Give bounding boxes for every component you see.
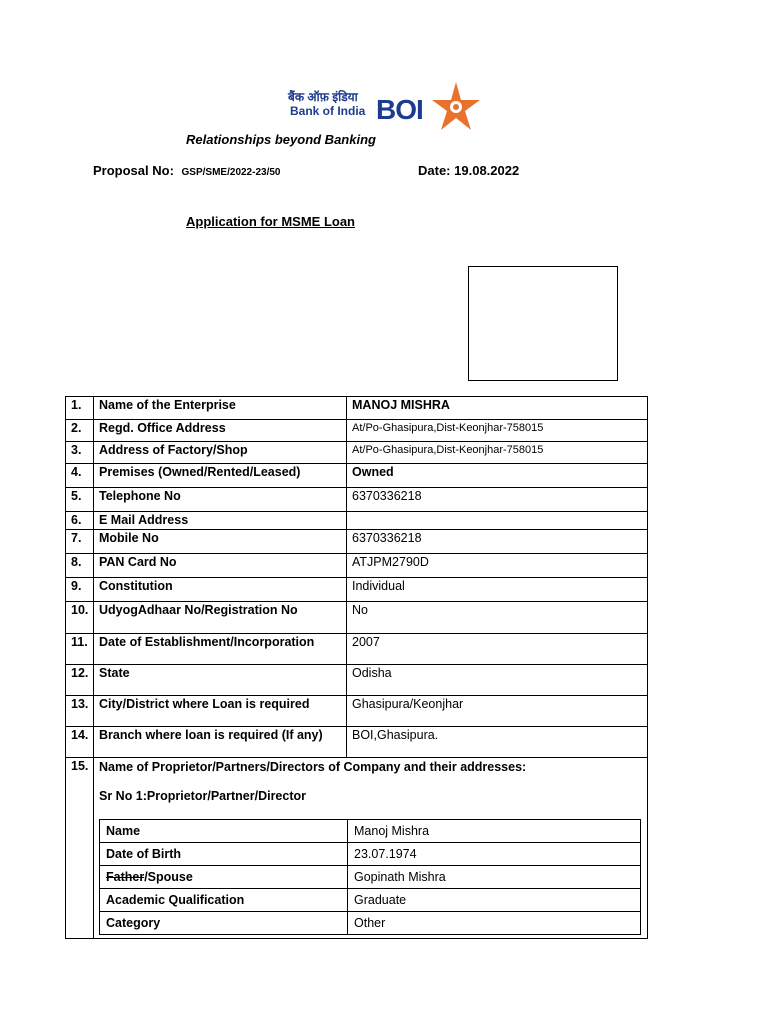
field-value: 6370336218 [347, 530, 648, 554]
proprietor-details-table [99, 819, 641, 935]
field-value: ATJPM2790D [347, 554, 648, 578]
table-row [66, 578, 648, 602]
logo-boi-text: BOI [376, 94, 423, 125]
table-row [66, 665, 648, 696]
row-number: 14. [66, 727, 94, 758]
field-value: MANOJ MISHRA [347, 397, 648, 420]
field-label: Academic Qualification [100, 889, 348, 912]
table-row [66, 397, 648, 420]
proposal-label: Proposal No: [93, 163, 174, 178]
photo-box [468, 266, 618, 381]
table-row [66, 602, 648, 634]
row-number: 5. [66, 488, 94, 512]
table-row [100, 843, 641, 866]
field-label: E Mail Address [94, 512, 347, 530]
table-row [100, 912, 641, 935]
field-label: Regd. Office Address [94, 420, 347, 442]
bank-logo [288, 86, 488, 136]
table-row [66, 554, 648, 578]
page-title: Application for MSME Loan [186, 214, 355, 229]
field-label: Premises (Owned/Rented/Leased) [94, 464, 347, 488]
table-row [66, 488, 648, 512]
field-label: Name [100, 820, 348, 843]
row-number: 4. [66, 464, 94, 488]
field-value: At/Po-Ghasipura,Dist-Keonjhar-758015 [347, 420, 648, 442]
field-value: No [347, 602, 648, 634]
field-value: At/Po-Ghasipura,Dist-Keonjhar-758015 [347, 442, 648, 464]
field-value: BOI,Ghasipura. [347, 727, 648, 758]
field-value: Manoj Mishra [348, 820, 641, 843]
field-value: 6370336218 [347, 488, 648, 512]
table-row [66, 696, 648, 727]
table-row [100, 820, 641, 843]
field-value: Ghasipura/Keonjhar [347, 696, 648, 727]
field-value: Other [348, 912, 641, 935]
field-label: PAN Card No [94, 554, 347, 578]
field-label: Name of the Enterprise [94, 397, 347, 420]
field-value: 23.07.1974 [348, 843, 641, 866]
proposal-value: GSP/SME/2022-23/50 [181, 167, 281, 178]
star-icon [430, 80, 482, 132]
field-label: Date of Birth [100, 843, 348, 866]
field-label: Address of Factory/Shop [94, 442, 347, 464]
field-label: Date of Establishment/Incorporation [94, 634, 347, 665]
row-number: 3. [66, 442, 94, 464]
field-label: UdyogAdhaar No/Registration No [94, 602, 347, 634]
row-number: 9. [66, 578, 94, 602]
table-row [66, 758, 648, 939]
field-label [100, 866, 348, 889]
field-value: Odisha [347, 665, 648, 696]
date-value: 19.08.2022 [454, 163, 520, 178]
field-label: State [94, 665, 347, 696]
row-number: 12. [66, 665, 94, 696]
field-value: Individual [347, 578, 648, 602]
field-value: 2007 [347, 634, 648, 665]
table-row [66, 442, 648, 464]
table-row [66, 727, 648, 758]
field-label: City/District where Loan is required [94, 696, 347, 727]
field-label: Mobile No [94, 530, 347, 554]
table-row [100, 866, 641, 889]
field-label: Branch where loan is required (If any) [94, 727, 347, 758]
row-number: 15. [66, 758, 94, 939]
table-row [66, 634, 648, 665]
row-number: 10. [66, 602, 94, 634]
proposal-number [93, 163, 280, 178]
date-label: Date: [418, 163, 451, 178]
proprietor-section [94, 758, 648, 939]
application-table [65, 396, 648, 939]
proprietor-subheading: Sr No 1:Proprietor/Partner/Director [99, 789, 306, 803]
table-row [66, 464, 648, 488]
row-number: 11. [66, 634, 94, 665]
table-row [66, 420, 648, 442]
field-label: Telephone No [94, 488, 347, 512]
row-number: 1. [66, 397, 94, 420]
row-number: 2. [66, 420, 94, 442]
struck-text: Father [106, 870, 145, 884]
field-value: Graduate [348, 889, 641, 912]
field-label: Constitution [94, 578, 347, 602]
table-row [100, 889, 641, 912]
proposal-date [418, 163, 519, 178]
row-number: 8. [66, 554, 94, 578]
field-value: Owned [347, 464, 648, 488]
field-label: Category [100, 912, 348, 935]
logo-english-text: Bank of India [290, 104, 366, 118]
field-value [347, 512, 648, 530]
tagline: Relationships beyond Banking [186, 132, 376, 147]
table-row [66, 512, 648, 530]
row-number: 7. [66, 530, 94, 554]
field-label-rest: /Spouse [144, 870, 193, 884]
field-value: Gopinath Mishra [348, 866, 641, 889]
row-number: 13. [66, 696, 94, 727]
logo-hindi-text: बैंक ऑफ़ इंडिया [288, 90, 358, 104]
proprietor-heading: Name of Proprietor/Partners/Directors of Company and their addresses: [99, 760, 527, 774]
row-number: 6. [66, 512, 94, 530]
table-row [66, 530, 648, 554]
